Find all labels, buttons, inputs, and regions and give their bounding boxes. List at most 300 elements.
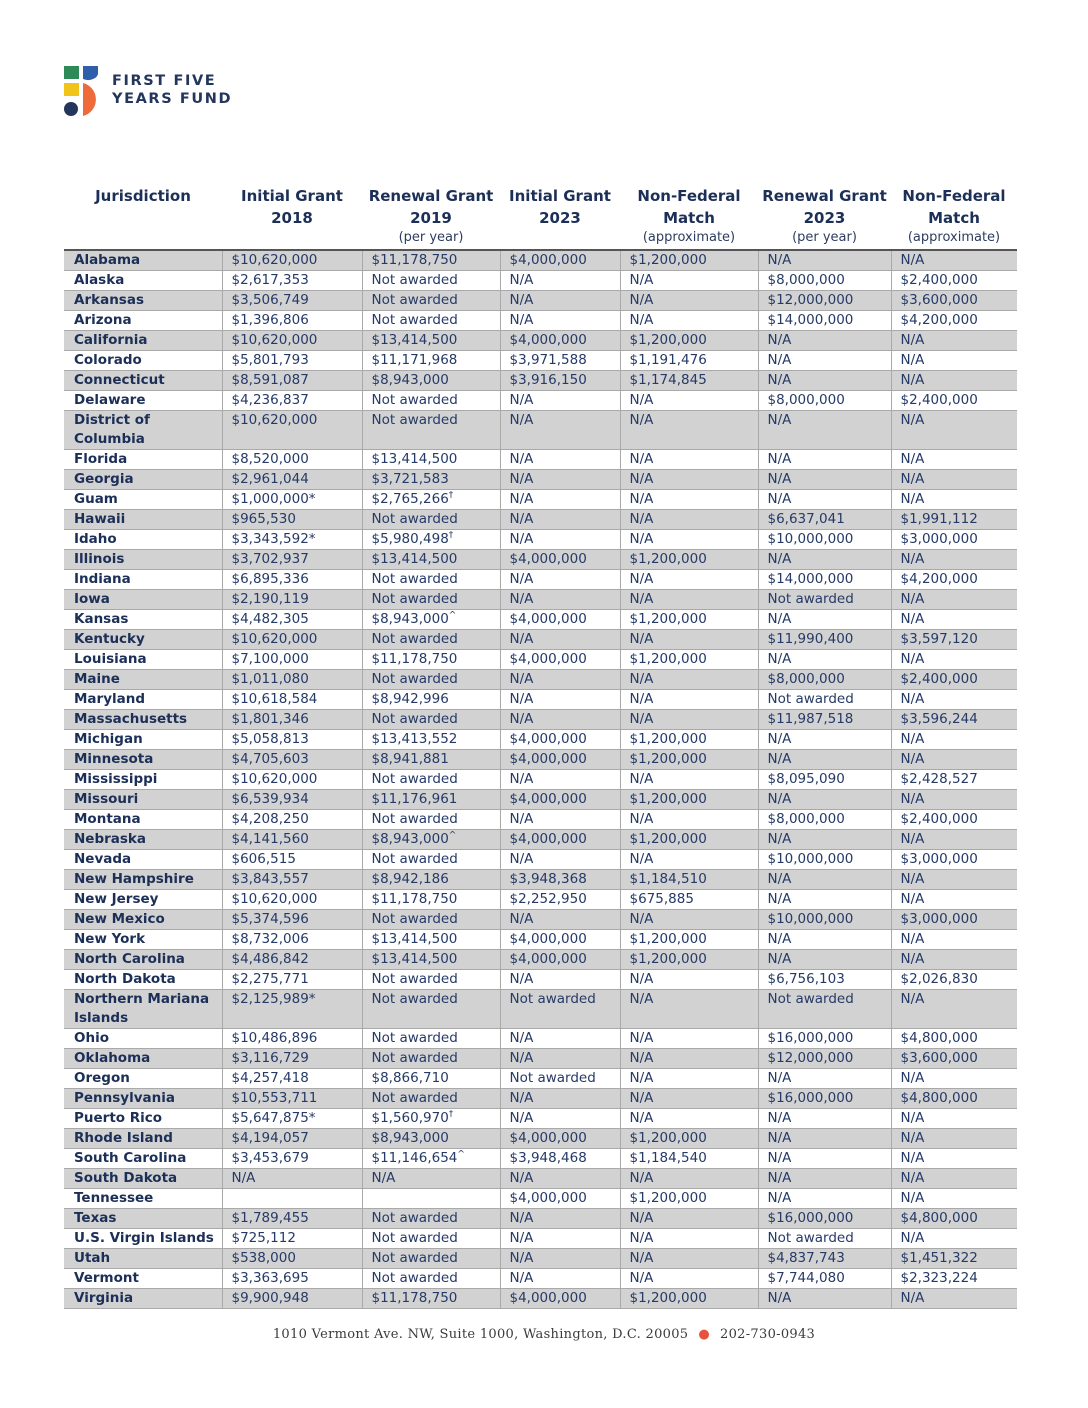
cell-initial-grant-2018: $10,620,000 (222, 890, 362, 910)
cell-renewal-grant-2019: $3,721,583 (362, 470, 500, 490)
logo-wordmark (112, 72, 232, 108)
cell-jurisdiction: Indiana (64, 570, 222, 590)
cell-renewal-grant-2019: Not awarded (362, 1209, 500, 1229)
cell-jurisdiction: District of Columbia (64, 411, 222, 450)
cell-renewal-grant-2023: N/A (758, 1069, 891, 1089)
cell-initial-grant-2018: $1,801,346 (222, 710, 362, 730)
cell-jurisdiction: U.S. Virgin Islands (64, 1229, 222, 1249)
cell-renewal-grant-2023: $8,000,000 (758, 670, 891, 690)
cell-renewal-grant-2019: $11,171,968 (362, 351, 500, 371)
cell-non-federal-match-2023: $675,885 (620, 890, 758, 910)
table-row (64, 630, 1017, 650)
table-row (64, 1249, 1017, 1269)
cell-renewal-grant-2019: Not awarded (362, 590, 500, 610)
cell-non-federal-match-2023: N/A (620, 470, 758, 490)
cell-non-federal-match-renewal: N/A (891, 1169, 1017, 1189)
cell-non-federal-match-2023: $1,200,000 (620, 550, 758, 570)
cell-non-federal-match-renewal: $3,600,000 (891, 1049, 1017, 1069)
table-row (64, 1129, 1017, 1149)
cell-initial-grant-2018: $10,618,584 (222, 690, 362, 710)
cell-non-federal-match-renewal: N/A (891, 1069, 1017, 1089)
cell-initial-grant-2018: $3,843,557 (222, 870, 362, 890)
cell-jurisdiction: Puerto Rico (64, 1109, 222, 1129)
table-row (64, 830, 1017, 850)
cell-renewal-grant-2019: $13,413,552 (362, 730, 500, 750)
cell-jurisdiction: Arizona (64, 311, 222, 331)
cell-non-federal-match-2023: N/A (620, 450, 758, 470)
cell-non-federal-match-renewal: $4,200,000 (891, 570, 1017, 590)
cell-renewal-grant-2019: Not awarded (362, 1229, 500, 1249)
cell-renewal-grant-2019: $1,560,970† (362, 1109, 500, 1129)
cell-initial-grant-2023: $2,252,950 (500, 890, 620, 910)
table-row (64, 250, 1017, 271)
cell-initial-grant-2023: $3,948,468 (500, 1149, 620, 1169)
cell-renewal-grant-2019: Not awarded (362, 570, 500, 590)
cell-initial-grant-2018: $10,620,000 (222, 331, 362, 351)
cell-renewal-grant-2023: N/A (758, 351, 891, 371)
cell-non-federal-match-renewal: N/A (891, 790, 1017, 810)
cell-jurisdiction: New Mexico (64, 910, 222, 930)
cell-initial-grant-2018: $3,702,937 (222, 550, 362, 570)
cell-non-federal-match-2023: N/A (620, 490, 758, 510)
cell-non-federal-match-2023: $1,184,540 (620, 1149, 758, 1169)
cell-renewal-grant-2023: Not awarded (758, 990, 891, 1029)
cell-initial-grant-2018: $3,363,695 (222, 1269, 362, 1289)
cell-initial-grant-2018: $5,647,875* (222, 1109, 362, 1129)
cell-initial-grant-2018: $1,789,455 (222, 1209, 362, 1229)
cell-non-federal-match-renewal: N/A (891, 250, 1017, 271)
cell-non-federal-match-2023: N/A (620, 670, 758, 690)
cell-initial-grant-2023: N/A (500, 391, 620, 411)
table-row (64, 650, 1017, 670)
cell-initial-grant-2023: $4,000,000 (500, 1289, 620, 1309)
cell-non-federal-match-2023: $1,200,000 (620, 610, 758, 630)
header-non-federal-match-1: Non-Federal Match (approximate) (620, 183, 758, 250)
cell-renewal-grant-2019: $8,943,000^ (362, 610, 500, 630)
cell-non-federal-match-2023: N/A (620, 710, 758, 730)
cell-initial-grant-2023: N/A (500, 770, 620, 790)
cell-non-federal-match-renewal: N/A (891, 650, 1017, 670)
first-five-years-fund-logo (64, 66, 254, 118)
table-row (64, 710, 1017, 730)
cell-renewal-grant-2019: $11,178,750 (362, 1289, 500, 1309)
cell-renewal-grant-2023: $8,000,000 (758, 271, 891, 291)
table-row (64, 291, 1017, 311)
cell-initial-grant-2023: N/A (500, 970, 620, 990)
cell-initial-grant-2018: $1,396,806 (222, 311, 362, 331)
cell-renewal-grant-2019: Not awarded (362, 910, 500, 930)
cell-renewal-grant-2023: Not awarded (758, 1229, 891, 1249)
table-row (64, 570, 1017, 590)
cell-renewal-grant-2019: Not awarded (362, 291, 500, 311)
cell-non-federal-match-renewal: N/A (891, 1149, 1017, 1169)
table-row (64, 351, 1017, 371)
cell-initial-grant-2023: N/A (500, 1109, 620, 1129)
cell-renewal-grant-2019: N/A (362, 1169, 500, 1189)
cell-renewal-grant-2023: N/A (758, 750, 891, 770)
cell-non-federal-match-2023: $1,200,000 (620, 1189, 758, 1209)
cell-renewal-grant-2019: $11,178,750 (362, 250, 500, 271)
cell-initial-grant-2023: N/A (500, 490, 620, 510)
cell-renewal-grant-2023: N/A (758, 1189, 891, 1209)
cell-initial-grant-2018: $10,620,000 (222, 770, 362, 790)
table-row (64, 1229, 1017, 1249)
cell-renewal-grant-2023: N/A (758, 331, 891, 351)
cell-renewal-grant-2019: Not awarded (362, 850, 500, 870)
cell-renewal-grant-2023: N/A (758, 470, 891, 490)
cell-renewal-grant-2023: $10,000,000 (758, 530, 891, 550)
cell-non-federal-match-renewal: N/A (891, 550, 1017, 570)
cell-initial-grant-2018: $1,011,080 (222, 670, 362, 690)
cell-initial-grant-2023: N/A (500, 1269, 620, 1289)
cell-non-federal-match-renewal: N/A (891, 990, 1017, 1029)
table-row (64, 1189, 1017, 1209)
cell-jurisdiction: Arkansas (64, 291, 222, 311)
cell-non-federal-match-renewal: N/A (891, 1189, 1017, 1209)
cell-renewal-grant-2023: Not awarded (758, 690, 891, 710)
table-row (64, 950, 1017, 970)
cell-renewal-grant-2023: $6,637,041 (758, 510, 891, 530)
cell-jurisdiction: Ohio (64, 1029, 222, 1049)
cell-non-federal-match-renewal: N/A (891, 351, 1017, 371)
cell-non-federal-match-renewal: N/A (891, 750, 1017, 770)
cell-initial-grant-2023: N/A (500, 411, 620, 450)
cell-non-federal-match-2023: N/A (620, 391, 758, 411)
cell-initial-grant-2018: $4,208,250 (222, 810, 362, 830)
cell-non-federal-match-renewal: $4,800,000 (891, 1029, 1017, 1049)
cell-renewal-grant-2019 (362, 1189, 500, 1209)
table-row (64, 490, 1017, 510)
cell-renewal-grant-2023: N/A (758, 371, 891, 391)
cell-renewal-grant-2019: Not awarded (362, 990, 500, 1029)
cell-jurisdiction: Maryland (64, 690, 222, 710)
cell-jurisdiction: Connecticut (64, 371, 222, 391)
cell-non-federal-match-2023: N/A (620, 530, 758, 550)
cell-non-federal-match-renewal: $3,597,120 (891, 630, 1017, 650)
cell-non-federal-match-2023: $1,200,000 (620, 790, 758, 810)
cell-non-federal-match-renewal: $3,596,244 (891, 710, 1017, 730)
cell-jurisdiction: Kansas (64, 610, 222, 630)
cell-initial-grant-2023: $4,000,000 (500, 730, 620, 750)
cell-renewal-grant-2023: $10,000,000 (758, 850, 891, 870)
cell-non-federal-match-renewal: N/A (891, 1229, 1017, 1249)
cell-initial-grant-2018: N/A (222, 1169, 362, 1189)
cell-jurisdiction: Vermont (64, 1269, 222, 1289)
cell-non-federal-match-renewal: N/A (891, 690, 1017, 710)
table-row (64, 670, 1017, 690)
cell-non-federal-match-renewal: N/A (891, 870, 1017, 890)
cell-jurisdiction: Missouri (64, 790, 222, 810)
cell-non-federal-match-renewal: $3,600,000 (891, 291, 1017, 311)
cell-initial-grant-2023: N/A (500, 690, 620, 710)
cell-jurisdiction: Alabama (64, 250, 222, 271)
cell-non-federal-match-2023: $1,200,000 (620, 950, 758, 970)
cell-renewal-grant-2023: N/A (758, 1109, 891, 1129)
cell-initial-grant-2023: $4,000,000 (500, 1189, 620, 1209)
cell-non-federal-match-renewal: N/A (891, 470, 1017, 490)
cell-renewal-grant-2023: $12,000,000 (758, 291, 891, 311)
table-row (64, 930, 1017, 950)
table-row (64, 1209, 1017, 1229)
cell-non-federal-match-renewal: N/A (891, 371, 1017, 391)
cell-non-federal-match-2023: $1,200,000 (620, 750, 758, 770)
table-row (64, 590, 1017, 610)
cell-jurisdiction: Louisiana (64, 650, 222, 670)
table-row (64, 1269, 1017, 1289)
cell-initial-grant-2023: N/A (500, 450, 620, 470)
cell-initial-grant-2023: $4,000,000 (500, 550, 620, 570)
cell-non-federal-match-2023: $1,200,000 (620, 250, 758, 271)
cell-renewal-grant-2023: N/A (758, 490, 891, 510)
table-row (64, 1169, 1017, 1189)
cell-jurisdiction: New Jersey (64, 890, 222, 910)
cell-renewal-grant-2019: $5,980,498† (362, 530, 500, 550)
cell-renewal-grant-2023: $4,837,743 (758, 1249, 891, 1269)
cell-initial-grant-2018: $8,732,006 (222, 930, 362, 950)
cell-initial-grant-2023: $4,000,000 (500, 1129, 620, 1149)
cell-non-federal-match-renewal: N/A (891, 830, 1017, 850)
cell-jurisdiction: Pennsylvania (64, 1089, 222, 1109)
cell-renewal-grant-2019: Not awarded (362, 710, 500, 730)
cell-initial-grant-2018: $606,515 (222, 850, 362, 870)
table-row (64, 750, 1017, 770)
cell-jurisdiction: Guam (64, 490, 222, 510)
cell-initial-grant-2018: $4,141,560 (222, 830, 362, 850)
cell-non-federal-match-2023: $1,200,000 (620, 730, 758, 750)
cell-initial-grant-2023: Not awarded (500, 990, 620, 1029)
cell-renewal-grant-2023: $8,095,090 (758, 770, 891, 790)
cell-initial-grant-2023: $4,000,000 (500, 331, 620, 351)
cell-initial-grant-2023: $4,000,000 (500, 790, 620, 810)
footnote-marker: † (448, 1109, 454, 1120)
cell-renewal-grant-2023: $16,000,000 (758, 1089, 891, 1109)
cell-initial-grant-2018 (222, 1189, 362, 1209)
cell-renewal-grant-2023: Not awarded (758, 590, 891, 610)
cell-renewal-grant-2019: Not awarded (362, 391, 500, 411)
header-renewal-grant-2019: Renewal Grant 2019 (per year) (362, 183, 500, 250)
cell-initial-grant-2018: $10,620,000 (222, 630, 362, 650)
cell-non-federal-match-renewal: N/A (891, 610, 1017, 630)
cell-non-federal-match-2023: N/A (620, 1049, 758, 1069)
footnote-marker: ^ (448, 830, 457, 841)
cell-initial-grant-2018: $5,058,813 (222, 730, 362, 750)
cell-renewal-grant-2023: N/A (758, 550, 891, 570)
cell-initial-grant-2023: $4,000,000 (500, 930, 620, 950)
cell-jurisdiction: Idaho (64, 530, 222, 550)
cell-initial-grant-2018: $5,801,793 (222, 351, 362, 371)
footnote-marker: † (448, 490, 454, 501)
table-row (64, 1069, 1017, 1089)
cell-renewal-grant-2023: N/A (758, 1289, 891, 1309)
table-row (64, 870, 1017, 890)
cell-initial-grant-2018: $3,343,592* (222, 530, 362, 550)
cell-renewal-grant-2019: Not awarded (362, 770, 500, 790)
cell-non-federal-match-2023: N/A (620, 910, 758, 930)
cell-renewal-grant-2023: N/A (758, 1129, 891, 1149)
cell-initial-grant-2018: $8,591,087 (222, 371, 362, 391)
cell-jurisdiction: Oklahoma (64, 1049, 222, 1069)
cell-non-federal-match-2023: N/A (620, 770, 758, 790)
cell-non-federal-match-renewal: N/A (891, 490, 1017, 510)
cell-renewal-grant-2023: $6,756,103 (758, 970, 891, 990)
cell-renewal-grant-2019: $8,943,000^ (362, 830, 500, 850)
table-row (64, 1289, 1017, 1309)
cell-initial-grant-2018: $2,190,119 (222, 590, 362, 610)
cell-non-federal-match-2023: N/A (620, 850, 758, 870)
cell-non-federal-match-2023: N/A (620, 311, 758, 331)
cell-renewal-grant-2023: $8,000,000 (758, 391, 891, 411)
cell-initial-grant-2018: $2,125,989* (222, 990, 362, 1029)
cell-non-federal-match-2023: N/A (620, 590, 758, 610)
cell-renewal-grant-2023: $7,744,080 (758, 1269, 891, 1289)
header-initial-grant-2023: Initial Grant 2023 (500, 183, 620, 250)
cell-initial-grant-2018: $965,530 (222, 510, 362, 530)
table-header-row (64, 183, 1017, 250)
table-row (64, 550, 1017, 570)
cell-renewal-grant-2019: Not awarded (362, 630, 500, 650)
cell-initial-grant-2023: N/A (500, 530, 620, 550)
cell-non-federal-match-2023: $1,200,000 (620, 830, 758, 850)
cell-renewal-grant-2023: $8,000,000 (758, 810, 891, 830)
cell-renewal-grant-2023: N/A (758, 930, 891, 950)
cell-jurisdiction: Iowa (64, 590, 222, 610)
cell-non-federal-match-2023: N/A (620, 1229, 758, 1249)
cell-non-federal-match-renewal: $2,400,000 (891, 391, 1017, 411)
cell-initial-grant-2018: $6,539,934 (222, 790, 362, 810)
cell-jurisdiction: Delaware (64, 391, 222, 411)
cell-renewal-grant-2019: $11,176,961 (362, 790, 500, 810)
cell-initial-grant-2023: N/A (500, 810, 620, 830)
cell-non-federal-match-2023: $1,184,510 (620, 870, 758, 890)
cell-initial-grant-2018: $2,275,771 (222, 970, 362, 990)
cell-renewal-grant-2019: $13,414,500 (362, 331, 500, 351)
table-row (64, 1089, 1017, 1109)
cell-non-federal-match-renewal: $4,800,000 (891, 1209, 1017, 1229)
cell-jurisdiction: Hawaii (64, 510, 222, 530)
cell-jurisdiction: Virginia (64, 1289, 222, 1309)
cell-non-federal-match-2023: $1,200,000 (620, 650, 758, 670)
cell-initial-grant-2018: $10,620,000 (222, 250, 362, 271)
cell-initial-grant-2018: $10,620,000 (222, 411, 362, 450)
cell-initial-grant-2023: $3,948,368 (500, 870, 620, 890)
cell-initial-grant-2023: N/A (500, 510, 620, 530)
cell-non-federal-match-2023: N/A (620, 1249, 758, 1269)
cell-jurisdiction: South Dakota (64, 1169, 222, 1189)
cell-renewal-grant-2019: $8,942,186 (362, 870, 500, 890)
table-row (64, 411, 1017, 450)
table-row (64, 730, 1017, 750)
cell-renewal-grant-2023: N/A (758, 610, 891, 630)
cell-initial-grant-2023: $4,000,000 (500, 830, 620, 850)
cell-renewal-grant-2023: $16,000,000 (758, 1209, 891, 1229)
cell-renewal-grant-2019: Not awarded (362, 1089, 500, 1109)
cell-renewal-grant-2023: N/A (758, 890, 891, 910)
cell-non-federal-match-renewal: $4,200,000 (891, 311, 1017, 331)
cell-renewal-grant-2023: N/A (758, 730, 891, 750)
cell-jurisdiction: Michigan (64, 730, 222, 750)
cell-renewal-grant-2019: Not awarded (362, 1049, 500, 1069)
cell-non-federal-match-2023: N/A (620, 690, 758, 710)
cell-initial-grant-2018: $3,506,749 (222, 291, 362, 311)
cell-initial-grant-2018: $3,116,729 (222, 1049, 362, 1069)
cell-jurisdiction: Minnesota (64, 750, 222, 770)
cell-initial-grant-2023: N/A (500, 1249, 620, 1269)
cell-non-federal-match-2023: N/A (620, 291, 758, 311)
cell-jurisdiction: Rhode Island (64, 1129, 222, 1149)
cell-initial-grant-2023: N/A (500, 1229, 620, 1249)
cell-renewal-grant-2023: N/A (758, 1169, 891, 1189)
cell-non-federal-match-renewal: N/A (891, 450, 1017, 470)
cell-renewal-grant-2019: $13,414,500 (362, 950, 500, 970)
cell-renewal-grant-2023: N/A (758, 250, 891, 271)
cell-renewal-grant-2023: N/A (758, 790, 891, 810)
cell-initial-grant-2023: $4,000,000 (500, 250, 620, 271)
page-footer (0, 1327, 1088, 1342)
cell-non-federal-match-2023: N/A (620, 570, 758, 590)
cell-non-federal-match-renewal: $2,400,000 (891, 271, 1017, 291)
table-row (64, 510, 1017, 530)
cell-renewal-grant-2023: $14,000,000 (758, 311, 891, 331)
table-row (64, 530, 1017, 550)
cell-renewal-grant-2023: $10,000,000 (758, 910, 891, 930)
cell-non-federal-match-2023: $1,174,845 (620, 371, 758, 391)
cell-non-federal-match-2023: N/A (620, 1169, 758, 1189)
cell-jurisdiction: North Carolina (64, 950, 222, 970)
cell-jurisdiction: Alaska (64, 271, 222, 291)
cell-jurisdiction: Georgia (64, 470, 222, 490)
table-row (64, 770, 1017, 790)
footer-address: 1010 Vermont Ave. NW, Suite 1000, Washington, D.C. 20005 (272, 1327, 689, 1342)
cell-initial-grant-2023: N/A (500, 470, 620, 490)
cell-renewal-grant-2019: $8,943,000 (362, 1129, 500, 1149)
table-row (64, 970, 1017, 990)
table-row (64, 1149, 1017, 1169)
cell-jurisdiction: Mississippi (64, 770, 222, 790)
cell-renewal-grant-2023: $16,000,000 (758, 1029, 891, 1049)
cell-jurisdiction: Illinois (64, 550, 222, 570)
cell-initial-grant-2023: N/A (500, 850, 620, 870)
cell-renewal-grant-2019: $8,866,710 (362, 1069, 500, 1089)
footer-phone: 202-730-0943 (720, 1327, 816, 1342)
header-jurisdiction: Jurisdiction (64, 183, 222, 250)
cell-non-federal-match-renewal: N/A (891, 1109, 1017, 1129)
cell-renewal-grant-2019: Not awarded (362, 1029, 500, 1049)
table-row (64, 470, 1017, 490)
cell-non-federal-match-2023: N/A (620, 1209, 758, 1229)
cell-jurisdiction: Florida (64, 450, 222, 470)
cell-initial-grant-2023: N/A (500, 590, 620, 610)
cell-jurisdiction: California (64, 331, 222, 351)
cell-initial-grant-2023: $4,000,000 (500, 650, 620, 670)
cell-non-federal-match-renewal: N/A (891, 890, 1017, 910)
cell-initial-grant-2018: $4,257,418 (222, 1069, 362, 1089)
cell-jurisdiction: South Carolina (64, 1149, 222, 1169)
cell-initial-grant-2018: $8,520,000 (222, 450, 362, 470)
table-row (64, 1109, 1017, 1129)
cell-jurisdiction: Massachusetts (64, 710, 222, 730)
cell-renewal-grant-2019: Not awarded (362, 510, 500, 530)
cell-non-federal-match-renewal: N/A (891, 590, 1017, 610)
cell-initial-grant-2023: N/A (500, 271, 620, 291)
cell-renewal-grant-2019: $11,178,750 (362, 890, 500, 910)
cell-non-federal-match-2023: $1,200,000 (620, 331, 758, 351)
cell-renewal-grant-2023: $11,990,400 (758, 630, 891, 650)
cell-jurisdiction: Nevada (64, 850, 222, 870)
cell-initial-grant-2018: $4,705,603 (222, 750, 362, 770)
footnote-marker: † (448, 530, 454, 541)
cell-initial-grant-2023: N/A (500, 1089, 620, 1109)
table-body (64, 250, 1017, 1309)
